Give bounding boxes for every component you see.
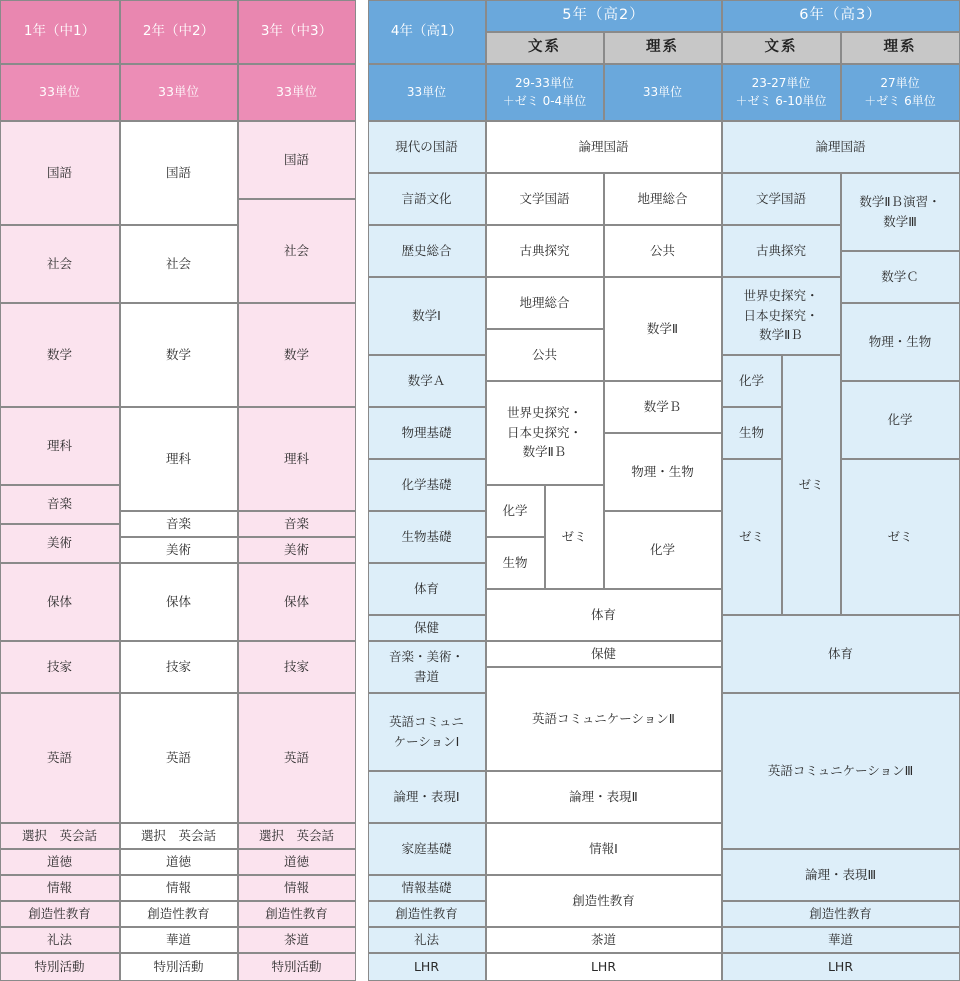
y1-hotai: 保体 bbox=[0, 563, 120, 641]
y5-sekaishi-nihonshi: 世界史探究・ 日本史探究・ 数学ⅡＢ bbox=[486, 381, 604, 485]
y3-hotai: 保体 bbox=[238, 563, 356, 641]
y1-tokkatsu: 特別活動 bbox=[0, 953, 120, 981]
y5-rikei-kagaku: 化学 bbox=[604, 511, 722, 589]
y3-ongaku: 音楽 bbox=[238, 511, 356, 537]
y1-shakai: 社会 bbox=[0, 225, 120, 303]
y3-rika: 理科 bbox=[238, 407, 356, 511]
units-year-5-bunkei: 29-33単位 ＋ゼミ 0-4単位 bbox=[486, 64, 604, 121]
y4-eigo-comm-1: 英語コミュニ ケーションⅠ bbox=[368, 693, 486, 771]
y1-gika: 技家 bbox=[0, 641, 120, 693]
y4-joho-kiso: 情報基礎 bbox=[368, 875, 486, 901]
header-year-6-rikei: 理系 bbox=[841, 32, 960, 64]
y2-shakai: 社会 bbox=[120, 225, 238, 303]
y4-gengo-bunka: 言語文化 bbox=[368, 173, 486, 225]
y2-bijutsu: 美術 bbox=[120, 537, 238, 563]
y5-bunkei-zemi: ゼミ bbox=[545, 485, 604, 589]
y2-gika: 技家 bbox=[120, 641, 238, 693]
y5-rikei-kokyo: 公共 bbox=[604, 225, 722, 277]
header-year-6-bunkei: 文系 bbox=[722, 32, 841, 64]
y3-sado: 茶道 bbox=[238, 927, 356, 953]
y4-kagaku-kiso: 化学基礎 bbox=[368, 459, 486, 511]
y6-bunkei-zemi: ゼミ bbox=[722, 459, 782, 615]
y2-sentaku: 選択 英会話 bbox=[120, 823, 238, 849]
y2-eigo: 英語 bbox=[120, 693, 238, 823]
y5-bunkei-chiri-sogo: 地理総合 bbox=[486, 277, 604, 329]
y4-hoken: 保健 bbox=[368, 615, 486, 641]
y2-ongaku: 音楽 bbox=[120, 511, 238, 537]
y5-bunkei-kokyo: 公共 bbox=[486, 329, 604, 381]
y4-rekishi-sogo: 歴史総合 bbox=[368, 225, 486, 277]
y6-kado: 華道 bbox=[722, 927, 960, 953]
y1-kokugo: 国語 bbox=[0, 121, 120, 225]
header-year-2: 2年（中2） bbox=[120, 0, 238, 64]
y2-dotoku: 道徳 bbox=[120, 849, 238, 875]
y6-butsuri-seibutsu: 物理・生物 bbox=[841, 303, 960, 381]
y1-bijutsu: 美術 bbox=[0, 524, 120, 563]
y4-sozo: 創造性教育 bbox=[368, 901, 486, 927]
y5-sugaku-2: 数学Ⅱ bbox=[604, 277, 722, 381]
header-year-4: 4年（高1） bbox=[368, 0, 486, 64]
units-year-5-rikei: 33単位 bbox=[604, 64, 722, 121]
y4-seibutsu-kiso: 生物基礎 bbox=[368, 511, 486, 563]
y6-taiiku: 体育 bbox=[722, 615, 960, 693]
y4-reiho: 礼法 bbox=[368, 927, 486, 953]
y4-lhr: LHR bbox=[368, 953, 486, 981]
y3-tokkatsu: 特別活動 bbox=[238, 953, 356, 981]
y5-lhr: LHR bbox=[486, 953, 722, 981]
y6-bunkei-seibutsu: 生物 bbox=[722, 407, 782, 459]
y1-rika: 理科 bbox=[0, 407, 120, 485]
header-year-1: 1年（中1） bbox=[0, 0, 120, 64]
y4-butsuri-kiso: 物理基礎 bbox=[368, 407, 486, 459]
y5-rikei-chiri-sogo: 地理総合 bbox=[604, 173, 722, 225]
y5-eigo-comm-2: 英語コミュニケーションⅡ bbox=[486, 667, 722, 771]
y2-kado: 華道 bbox=[120, 927, 238, 953]
y6-zemi-middle: ゼミ bbox=[782, 355, 841, 615]
y4-gendai-kokugo: 現代の国語 bbox=[368, 121, 486, 173]
y4-taiiku: 体育 bbox=[368, 563, 486, 615]
y5-ronri-hyogen-2: 論理・表現Ⅱ bbox=[486, 771, 722, 823]
header-year-3: 3年（中3） bbox=[238, 0, 356, 64]
y5-bunkei-seibutsu: 生物 bbox=[486, 537, 545, 589]
y5-bunkei-kagaku: 化学 bbox=[486, 485, 545, 537]
units-year-1: 33単位 bbox=[0, 64, 120, 121]
y2-tokkatsu: 特別活動 bbox=[120, 953, 238, 981]
y2-sugaku: 数学 bbox=[120, 303, 238, 407]
y5-sozo: 創造性教育 bbox=[486, 875, 722, 927]
y4-katei-kiso: 家庭基礎 bbox=[368, 823, 486, 875]
y5-butsuri-seibutsu: 物理・生物 bbox=[604, 433, 722, 511]
y1-joho: 情報 bbox=[0, 875, 120, 901]
y5-koten-tankyu: 古典探究 bbox=[486, 225, 604, 277]
y6-eigo-comm-3: 英語コミュニケーションⅢ bbox=[722, 693, 960, 849]
units-year-2: 33単位 bbox=[120, 64, 238, 121]
y3-kokugo: 国語 bbox=[238, 121, 356, 199]
header-year-5: 5年（高2） bbox=[486, 0, 722, 32]
header-year-5-rikei: 理系 bbox=[604, 32, 722, 64]
y5-bungaku-kokugo: 文学国語 bbox=[486, 173, 604, 225]
units-year-6-bunkei: 23-27単位 ＋ゼミ 6-10単位 bbox=[722, 64, 841, 121]
y4-sugaku-1: 数学Ⅰ bbox=[368, 277, 486, 355]
y3-dotoku: 道徳 bbox=[238, 849, 356, 875]
y6-ronri-hyogen-3: 論理・表現Ⅲ bbox=[722, 849, 960, 901]
y1-eigo: 英語 bbox=[0, 693, 120, 823]
y2-rika: 理科 bbox=[120, 407, 238, 511]
y6-ronri-kokugo: 論理国語 bbox=[722, 121, 960, 173]
y6-rikei-kagaku: 化学 bbox=[841, 381, 960, 459]
y6-sugaku-c: 数学Ｃ bbox=[841, 251, 960, 303]
y5-taiiku: 体育 bbox=[486, 589, 722, 641]
y1-sugaku: 数学 bbox=[0, 303, 120, 407]
y3-eigo: 英語 bbox=[238, 693, 356, 823]
units-year-3: 33単位 bbox=[238, 64, 356, 121]
y6-bungaku-kokugo: 文学国語 bbox=[722, 173, 841, 225]
y6-sekaishi-nihonshi: 世界史探究・ 日本史探究・ 数学ⅡＢ bbox=[722, 277, 841, 355]
header-year-6: 6年（高3） bbox=[722, 0, 960, 32]
y5-sado: 茶道 bbox=[486, 927, 722, 953]
y2-joho: 情報 bbox=[120, 875, 238, 901]
y1-sozo: 創造性教育 bbox=[0, 901, 120, 927]
y4-sugaku-a: 数学Ａ bbox=[368, 355, 486, 407]
y4-ronri-hyogen-1: 論理・表現Ⅰ bbox=[368, 771, 486, 823]
y1-reiho: 礼法 bbox=[0, 927, 120, 953]
y6-koten-tankyu: 古典探究 bbox=[722, 225, 841, 277]
y6-sugaku-2b-enshu: 数学ⅡＢ演習・ 数学Ⅲ bbox=[841, 173, 960, 251]
y3-gika: 技家 bbox=[238, 641, 356, 693]
y3-sugaku: 数学 bbox=[238, 303, 356, 407]
header-year-5-bunkei: 文系 bbox=[486, 32, 604, 64]
y4-geijutsu: 音楽・美術・ 書道 bbox=[368, 641, 486, 693]
y2-sozo: 創造性教育 bbox=[120, 901, 238, 927]
y3-bijutsu: 美術 bbox=[238, 537, 356, 563]
y1-dotoku: 道徳 bbox=[0, 849, 120, 875]
y6-rikei-zemi: ゼミ bbox=[841, 459, 960, 615]
y3-sentaku: 選択 英会話 bbox=[238, 823, 356, 849]
y3-shakai: 社会 bbox=[238, 199, 356, 303]
y5-joho-1: 情報Ⅰ bbox=[486, 823, 722, 875]
y6-bunkei-kagaku: 化学 bbox=[722, 355, 782, 407]
units-year-4: 33単位 bbox=[368, 64, 486, 121]
y5-ronri-kokugo: 論理国語 bbox=[486, 121, 722, 173]
y2-hotai: 保体 bbox=[120, 563, 238, 641]
y6-sozo: 創造性教育 bbox=[722, 901, 960, 927]
y5-sugaku-b: 数学Ｂ bbox=[604, 381, 722, 433]
y3-sozo: 創造性教育 bbox=[238, 901, 356, 927]
y1-ongaku: 音楽 bbox=[0, 485, 120, 524]
units-year-6-rikei: 27単位 ＋ゼミ 6単位 bbox=[841, 64, 960, 121]
y1-sentaku: 選択 英会話 bbox=[0, 823, 120, 849]
y6-lhr: LHR bbox=[722, 953, 960, 981]
y3-joho: 情報 bbox=[238, 875, 356, 901]
y5-hoken: 保健 bbox=[486, 641, 722, 667]
y2-kokugo: 国語 bbox=[120, 121, 238, 225]
